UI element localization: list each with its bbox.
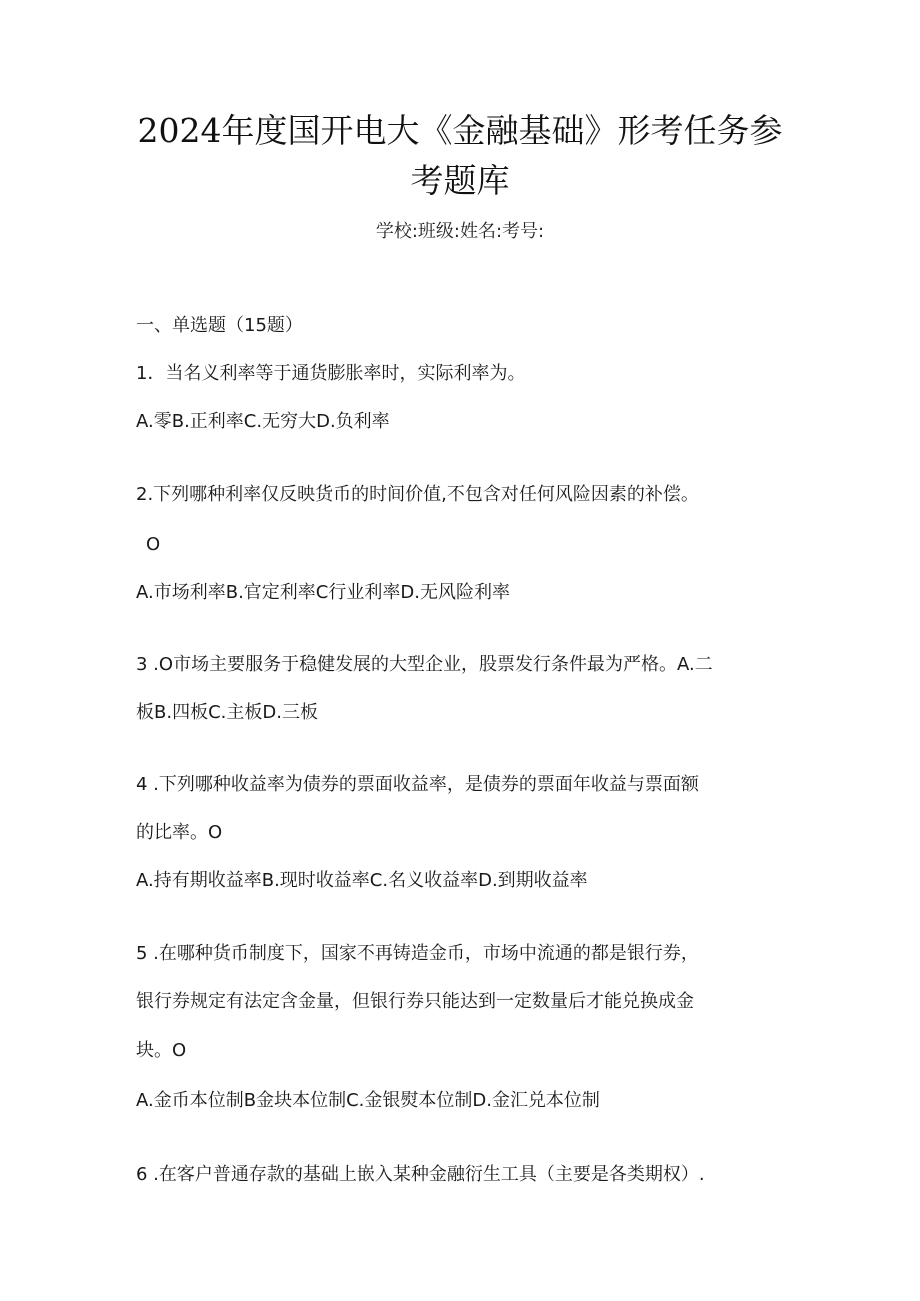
question-3-text: 3 .O市场主要服务于稳健发展的大型企业，股票发行条件最为严格。A.二	[136, 654, 713, 675]
document-title-line-2: 考题库	[410, 161, 510, 200]
question-1-text: 1．当名义利率等于通货膨胀率时，实际利率为。	[136, 363, 526, 384]
question-2-text-cont: O	[146, 534, 161, 555]
question-1-options: A.零B.正利率C.无穷大D.负利率	[136, 411, 390, 432]
document-title-line-1: 2024年度国开电大《金融基础》形考任务参	[137, 111, 783, 150]
question-4-options: A.持有期收益率B.现时收益率C.名义收益率D.到期收益率	[136, 870, 588, 891]
section-heading: 一、单选题（15题）	[136, 315, 303, 336]
question-4-text: 4 .下列哪种收益率为债券的票面收益率，是债券的票面年收益与票面额	[136, 774, 699, 795]
question-6-text: 6 .在客户普通存款的基础上嵌入某种金融衍生工具（主要是各类期权）.	[136, 1164, 705, 1185]
student-info-line: 学校:班级:姓名:考号:	[375, 221, 545, 242]
question-5-text-cont-1: 银行券规定有法定含金量，但银行券只能达到一定数量后才能兑换成金	[136, 991, 694, 1012]
question-4-text-cont: 的比率。O	[136, 822, 223, 843]
question-2-options: A.市场利率B.官定利率C行业利率D.无风险利率	[136, 582, 510, 603]
question-2-text: 2.下列哪种利率仅反映货币的时间价值,不包含对任何风险因素的补偿。	[136, 484, 699, 505]
question-5-options: A.金币本位制B金块本位制C.金银熨本位制D.金汇兑本位制	[136, 1090, 600, 1111]
question-3-text-cont: 板B.四板C.主板D.三板	[136, 702, 318, 723]
question-5-text: 5 .在哪种货币制度下，国家不再铸造金币，市场中流通的都是银行券，	[136, 943, 699, 964]
question-5-text-cont-2: 块。O	[136, 1040, 187, 1061]
